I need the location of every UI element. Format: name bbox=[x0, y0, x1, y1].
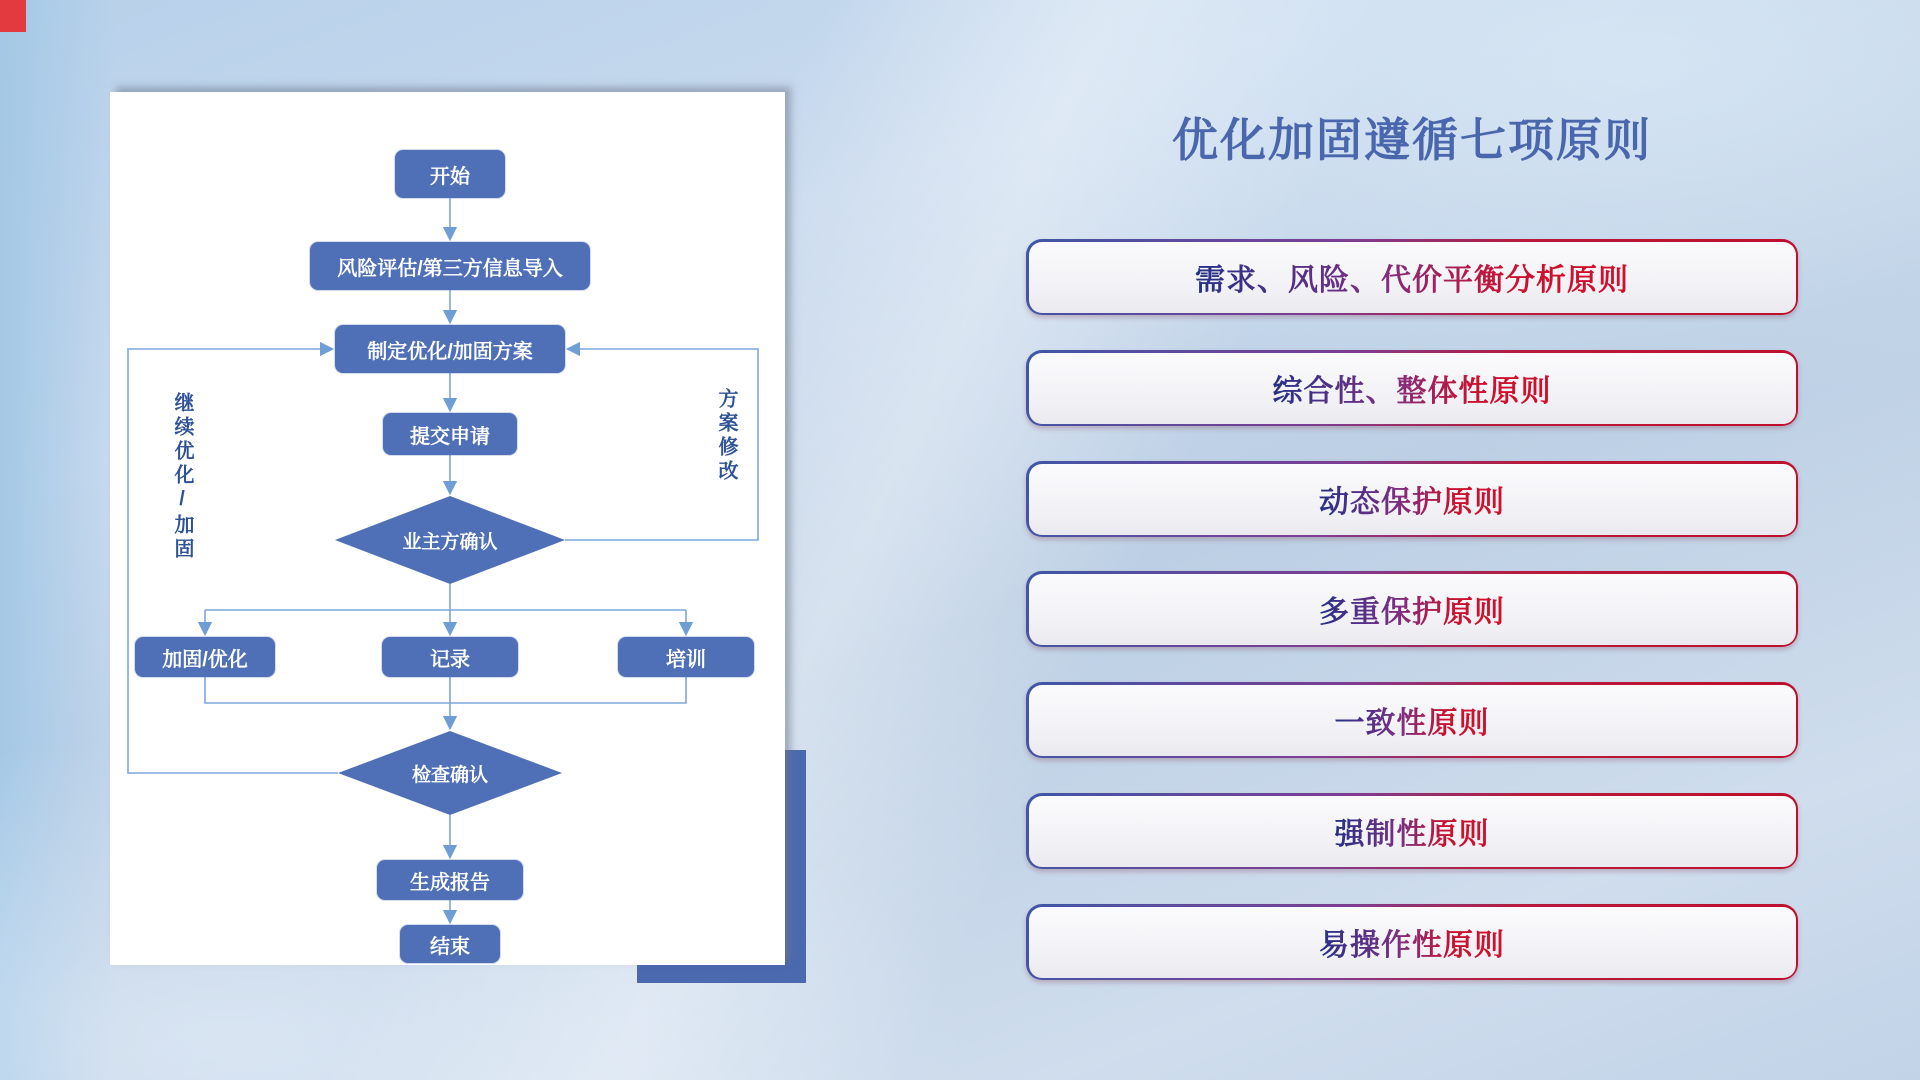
loop-label-continue-optimize: 继续优化/加固 bbox=[171, 392, 193, 562]
principle-box-4 bbox=[1026, 571, 1798, 647]
principle-text-3: 动态保护原则 bbox=[1319, 477, 1505, 521]
flowchart-node-report: 生成报告 bbox=[377, 860, 523, 900]
principle-text-1: 需求、风险、代价平衡分析原则 bbox=[1195, 255, 1629, 299]
loop-label-plan-revise: 方案修改 bbox=[715, 388, 737, 484]
flowchart-node-end: 结束 bbox=[400, 925, 500, 963]
principle-box-5 bbox=[1026, 682, 1798, 758]
principles-title: 优化加固遵循七项原则 bbox=[1172, 114, 1652, 166]
flowchart-node-training: 培训 bbox=[618, 637, 754, 677]
principle-text-4: 多重保护原则 bbox=[1319, 587, 1505, 631]
principle-text-7: 易操作性原则 bbox=[1319, 920, 1505, 964]
red-corner-mark bbox=[0, 0, 26, 32]
principle-box-1 bbox=[1026, 239, 1798, 315]
principle-box-2 bbox=[1026, 350, 1798, 426]
flowchart-node-check-confirm: 检查确认 bbox=[411, 764, 488, 786]
flowchart-card bbox=[110, 92, 785, 965]
principle-box-3 bbox=[1026, 461, 1798, 537]
flowchart-node-owner-confirm: 业主方确认 bbox=[402, 531, 498, 553]
principle-box-7 bbox=[1026, 904, 1798, 980]
principle-text-2: 综合性、整体性原则 bbox=[1273, 366, 1552, 410]
flowchart-node-reinforce: 加固/优化 bbox=[135, 637, 275, 677]
flowchart-node-record: 记录 bbox=[382, 637, 518, 677]
flowchart-node-start: 开始 bbox=[395, 150, 505, 198]
flowchart-node-risk-import: 风险评估/第三方信息导入 bbox=[310, 242, 590, 290]
principle-box-6 bbox=[1026, 793, 1798, 869]
principle-text-5: 一致性原则 bbox=[1335, 698, 1490, 742]
principle-text-6: 强制性原则 bbox=[1335, 809, 1490, 853]
flowchart-node-submit: 提交申请 bbox=[383, 413, 517, 455]
flowchart-node-make-plan: 制定优化/加固方案 bbox=[335, 325, 565, 373]
